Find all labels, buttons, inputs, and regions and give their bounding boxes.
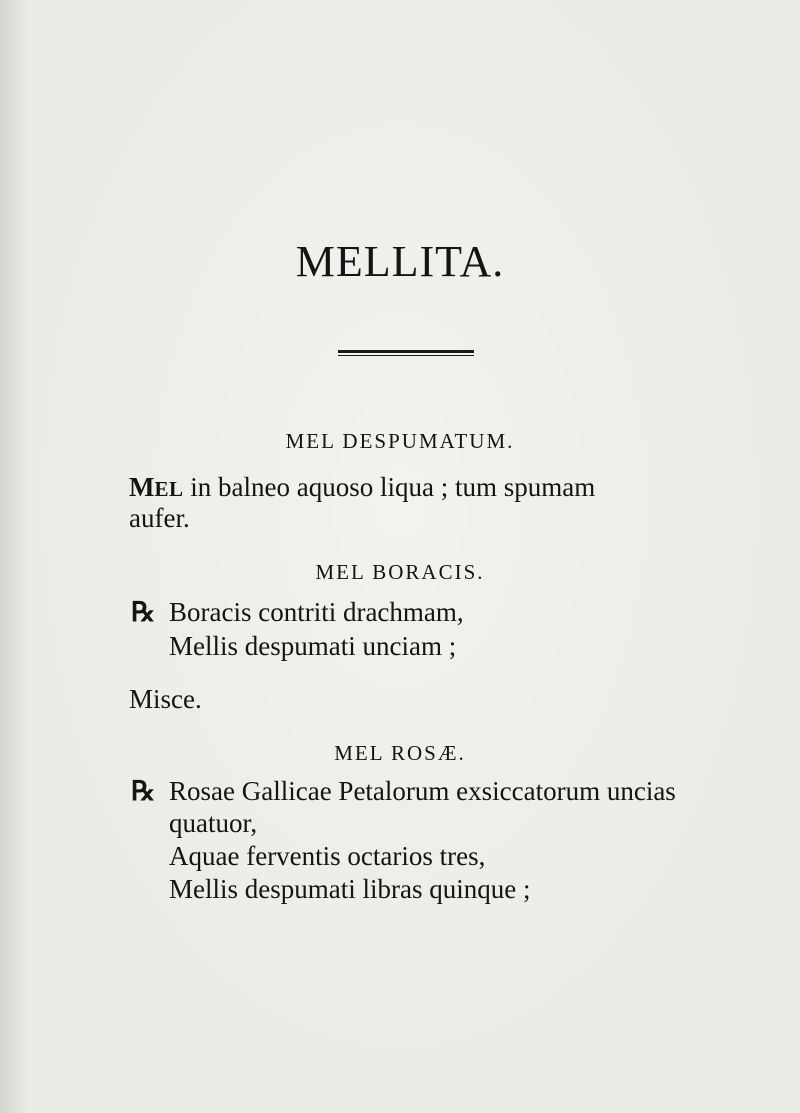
section-heading-mel-despumatum: MEL DESPUMATUM.: [285, 429, 515, 453]
mel-boracis-ingredient-1-text: Boracis contriti drachmam,: [169, 597, 464, 627]
mel-rosae-ingredient-line-1: [131, 776, 676, 807]
page-title: MELLITA.: [295, 237, 505, 286]
title-divider-rule: [338, 350, 474, 353]
section-heading-mel-rosae: MEL ROSÆ.: [334, 741, 466, 765]
section-heading-mel-boracis: MEL BORACIS.: [315, 560, 485, 584]
mel-despumatum-line-1-rest: in balneo aquoso liqua ; tum spumam: [183, 472, 596, 502]
first-word-rest: EL: [154, 477, 184, 501]
mel-boracis-ingredient-line-1: [131, 597, 464, 628]
first-word-cap: M: [129, 472, 155, 502]
mel-boracis-ingredient-line-2: Mellis despumati unciam ;: [169, 631, 457, 661]
mel-rosae-ingredient-line-2: quatuor,: [169, 808, 258, 838]
mel-rosae-ingredient-line-3: Aquae ferventis octarios tres,: [169, 841, 486, 871]
mel-rosae-ingredient-1-text: Rosae Gallicae Petalorum exsiccatorum uncias: [169, 776, 676, 806]
mel-despumatum-text-line-2: aufer.: [129, 503, 190, 533]
page-gutter-shadow: [0, 0, 28, 1113]
title-divider-rule-thin: [338, 355, 474, 356]
mel-boracis-instruction: Misce.: [129, 684, 202, 714]
mel-despumatum-text-line-1: [129, 472, 595, 503]
recipe-symbol: ℞: [131, 776, 156, 806]
mel-rosae-ingredient-line-4: Mellis despumati libras quinque ;: [169, 874, 531, 904]
recipe-symbol: ℞: [131, 597, 156, 627]
